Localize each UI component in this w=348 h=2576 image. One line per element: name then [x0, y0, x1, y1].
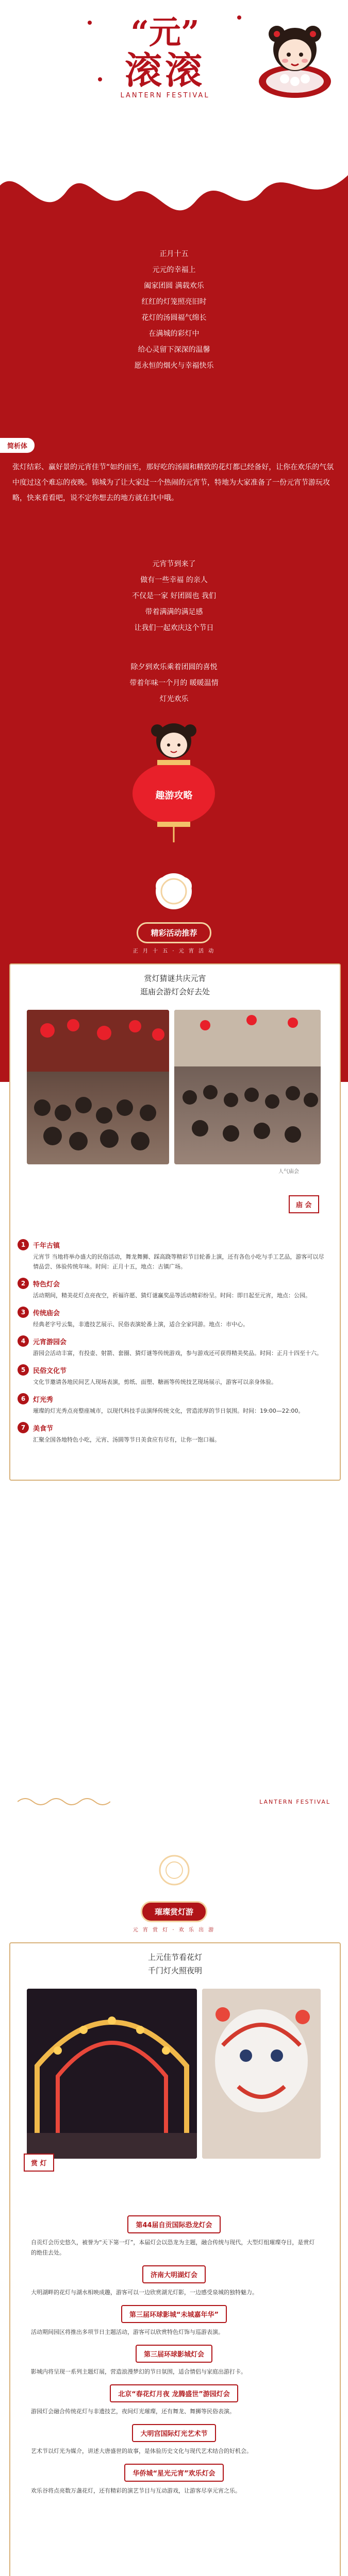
card-label: 赏 灯	[24, 2154, 54, 2172]
card-head-line2: 逛庙会游灯会好去处	[140, 987, 210, 996]
wave-decor-icon	[18, 1795, 110, 1808]
list-item	[18, 1364, 327, 1387]
card-head-line1: 上元佳节看花灯	[147, 1953, 202, 1962]
lantern-arch-icon	[27, 1989, 197, 2159]
poem-line: 元宵节到来了	[152, 560, 196, 568]
list-item-title: 千年古镇	[33, 1242, 60, 1250]
list-item-body: 汇聚全国各地特色小吃，元宵、汤圆等节日美食应有尽有，让你一饱口福。	[33, 1436, 220, 1443]
list-item	[31, 2305, 317, 2337]
hero-title-line2: 滚滚	[124, 48, 205, 92]
list-item	[31, 2424, 317, 2456]
list-item	[31, 2464, 317, 2496]
photo-caption: 人气庙会	[278, 1169, 299, 1175]
list-item-title: 民俗文化节	[33, 1367, 67, 1375]
card-label: 庙 会	[289, 1195, 319, 1213]
photo-street-crowd	[174, 1010, 321, 1164]
poem-line: 让我们一起欢庆这个节日	[134, 624, 214, 632]
intro-tag: 简析体	[0, 438, 35, 453]
poem-line: 除夕到欢乐乘着团圆的喜悦	[130, 663, 218, 671]
lantern-list	[31, 2215, 317, 2503]
list-item-body: 活动期间，精美花灯点亮夜空，祈福许愿、猜灯谜赢奖品等活动精彩纷呈。时间：即日起至元宵，地点：公园。	[33, 1292, 311, 1299]
list-item-title: 北京“春花灯月夜 龙腾盛世”游园灯会	[110, 2384, 238, 2402]
poem-line: 花灯的汤圆福气绵长	[141, 314, 207, 322]
section-header-1	[0, 922, 348, 954]
hero-title	[103, 14, 227, 99]
lantern-label: 趣游攻略	[155, 790, 193, 801]
poem-line: 带着年味一个月的 暖暖温情	[129, 679, 219, 687]
list-item	[18, 1239, 327, 1272]
list-item-title: 美食节	[33, 1425, 54, 1433]
section-subtitle: 正 月 十 五 · 元 宵 活 动	[132, 948, 216, 954]
mascot-lantern-icon	[126, 716, 222, 845]
list-item-number: 5	[18, 1364, 29, 1376]
poem-line: 不仅是一家 好团圆也 我们	[132, 592, 216, 600]
list-item	[31, 2215, 317, 2258]
card-head	[10, 964, 340, 998]
list-item-body: 元宵节 当地将举办盛大的民俗活动，舞龙舞狮、踩高跷等精彩节目轮番上演，还有各色小吃与手工艺品，游客可以尽情品尝、体验传统年味。时间：正月十五，地点：古镇广场。	[33, 1253, 324, 1270]
poem-line: 做有一些幸福 的亲人	[140, 576, 208, 584]
list-item-title: 第三届环球影城灯会	[136, 2345, 212, 2363]
list-item	[18, 1335, 327, 1358]
intro-paragraph: 张灯结彩、赢好景的元宵佳节“如约而至，那好吃的汤圆和精致的花灯都已经备好，让你在欢乐的气氛中度过这个难忘的夜晚。锦城为了让大家过一个热闹的元宵节，特地为大家准备了一份元宵节游玩攻略，快来看看吧，说不定你想去的地方就在其中哦。	[12, 463, 334, 502]
list-item-title: 元宵游园会	[33, 1338, 67, 1346]
poem-line: 给心灵留下深深的温馨	[138, 346, 210, 354]
list-item-number: 4	[18, 1335, 29, 1347]
list-item-title: 灯光秀	[33, 1396, 54, 1404]
list-item-number: 6	[18, 1393, 29, 1404]
cloud-icon	[150, 866, 198, 914]
intro-poem	[0, 237, 348, 374]
poem-line: 红红的灯笼照亮旧时	[141, 298, 207, 306]
poem-line: 愿永恒的烟火与幸福快乐	[134, 362, 214, 370]
list-item-title: 特色灯会	[33, 1280, 60, 1289]
list-item-body: 经典老字号云集，非遗技艺展示、民俗表演轮番上演，适合全家同游。地点：市中心。	[33, 1321, 248, 1328]
list-item-body: 大明湖畔的花灯与湖水相映成趣，游客可以一边欣赏湖光灯影，一边感受泉城的独特魅力。	[31, 2289, 258, 2296]
card-head-line1: 赏灯猜谜共庆元宵	[144, 974, 206, 983]
list-item	[18, 1307, 327, 1329]
card-footer-tag: LANTERN FESTIVAL	[259, 1798, 330, 1805]
decor-dot	[98, 77, 102, 81]
card-head	[10, 1943, 340, 1977]
list-item	[18, 1278, 327, 1300]
list-item-body: 文化节邀请各地民间艺人现场表演，剪纸、面塑、糖画等传统技艺现场展示，游客可以亲身体验。	[33, 1379, 277, 1385]
hero-title-line1: “元”	[130, 13, 200, 51]
section-header-2	[0, 1901, 348, 1933]
dragon-icon	[202, 1989, 321, 2159]
crowd-icon	[27, 1010, 169, 1164]
list-item	[31, 2384, 317, 2417]
list-item-body: 欢乐谷将点亮数万盏花灯，还有精彩的演艺节目与互动游戏，让游客尽享元宵之乐。	[31, 2487, 241, 2494]
intro-poem-2	[0, 556, 348, 636]
list-item	[31, 2265, 317, 2298]
intro-poem-3	[0, 659, 348, 707]
poem-line: 灯光欢乐	[159, 695, 189, 703]
list-item-title: 华侨城“星光元宵”欢乐灯会	[124, 2464, 223, 2482]
poem-line: 带着满满的满足感	[145, 608, 203, 616]
list-item-body: 游园会活动丰富，有投壶、射箭、套圈、猜灯谜等传统游戏，参与游戏还可获得精美奖品。时间：正月十四至十六。	[33, 1350, 322, 1357]
list-item	[18, 1422, 327, 1445]
poem-line: 正月十五	[159, 250, 189, 258]
crowd-icon	[174, 1010, 321, 1164]
photo-lantern-arch	[27, 1989, 197, 2159]
card-head-line2: 千门灯火照夜明	[147, 1966, 202, 1975]
poem-line: 在满城的彩灯中	[148, 330, 200, 338]
list-item-title: 济南大明湖灯会	[142, 2265, 206, 2283]
list-item-body: 影城内将呈现一系列主题灯展，营造浪漫梦幻的节日氛围，适合情侣与家庭出游打卡。	[31, 2368, 246, 2375]
list-item-number: 7	[18, 1422, 29, 1433]
activity-list	[18, 1239, 327, 1451]
list-item-number: 3	[18, 1307, 29, 1318]
photo-dragon-lantern	[202, 1989, 321, 2159]
card-footer	[18, 1795, 330, 1808]
cloud-icon	[155, 1850, 194, 1889]
list-item-title: 第44届自贡国际恐龙灯会	[127, 2215, 220, 2233]
list-item-body: 艺术节以灯光为媒介，讲述大唐盛世的故事，是体验历史文化与现代艺术结合的好机会。	[31, 2448, 252, 2454]
list-item-number: 2	[18, 1278, 29, 1289]
poem-line: 阖家团圆 满载欢乐	[144, 282, 204, 290]
list-item-number: 1	[18, 1239, 29, 1250]
photo-temple-fair	[27, 1010, 169, 1164]
list-item-title: 第三届环球影城“未城嘉年华”	[121, 2305, 227, 2323]
drip-wave-decor	[0, 155, 348, 237]
list-item-body: 游园灯会融合传统花灯与非遗技艺，夜间灯光璀璨，还有舞龙、舞狮等民俗表演。	[31, 2408, 235, 2415]
section-subtitle: 元 宵 赏 灯 · 欢 乐 出 游	[132, 1927, 216, 1933]
list-item	[31, 2345, 317, 2377]
mascot-girl-icon	[251, 4, 339, 102]
intro-section	[0, 237, 348, 1082]
section-badge: 璀璨赏灯游	[141, 1901, 207, 1922]
list-item-title: 大明宫国际灯光艺术节	[132, 2424, 216, 2442]
hero-banner	[0, 0, 348, 237]
section-badge: 精彩活动推荐	[137, 922, 211, 943]
list-item	[18, 1393, 327, 1416]
list-item-body: 活动期间园区将推出多项节日主题活动，游客可以欣赏特色灯饰与巡游表演。	[31, 2329, 224, 2335]
poem-line: 元元的幸福上	[152, 266, 196, 274]
list-item-body: 自贡灯会历史悠久，被誉为“天下第一灯”，本届灯会以恐龙为主题，融合传统与现代，大型灯组璀璨夺目，是赏灯的绝佳去处。	[31, 2239, 315, 2256]
decor-dot	[88, 21, 92, 25]
list-item-body: 璀璨的灯光秀点亮整座城市，以现代科技手法演绎传统文化，营造浓厚的节日氛围。时间：19:00—22:00。	[33, 1408, 304, 1414]
list-item-title: 传统庙会	[33, 1309, 60, 1317]
hero-subtitle: LANTERN FESTIVAL	[120, 92, 210, 99]
decor-dot	[237, 15, 241, 20]
